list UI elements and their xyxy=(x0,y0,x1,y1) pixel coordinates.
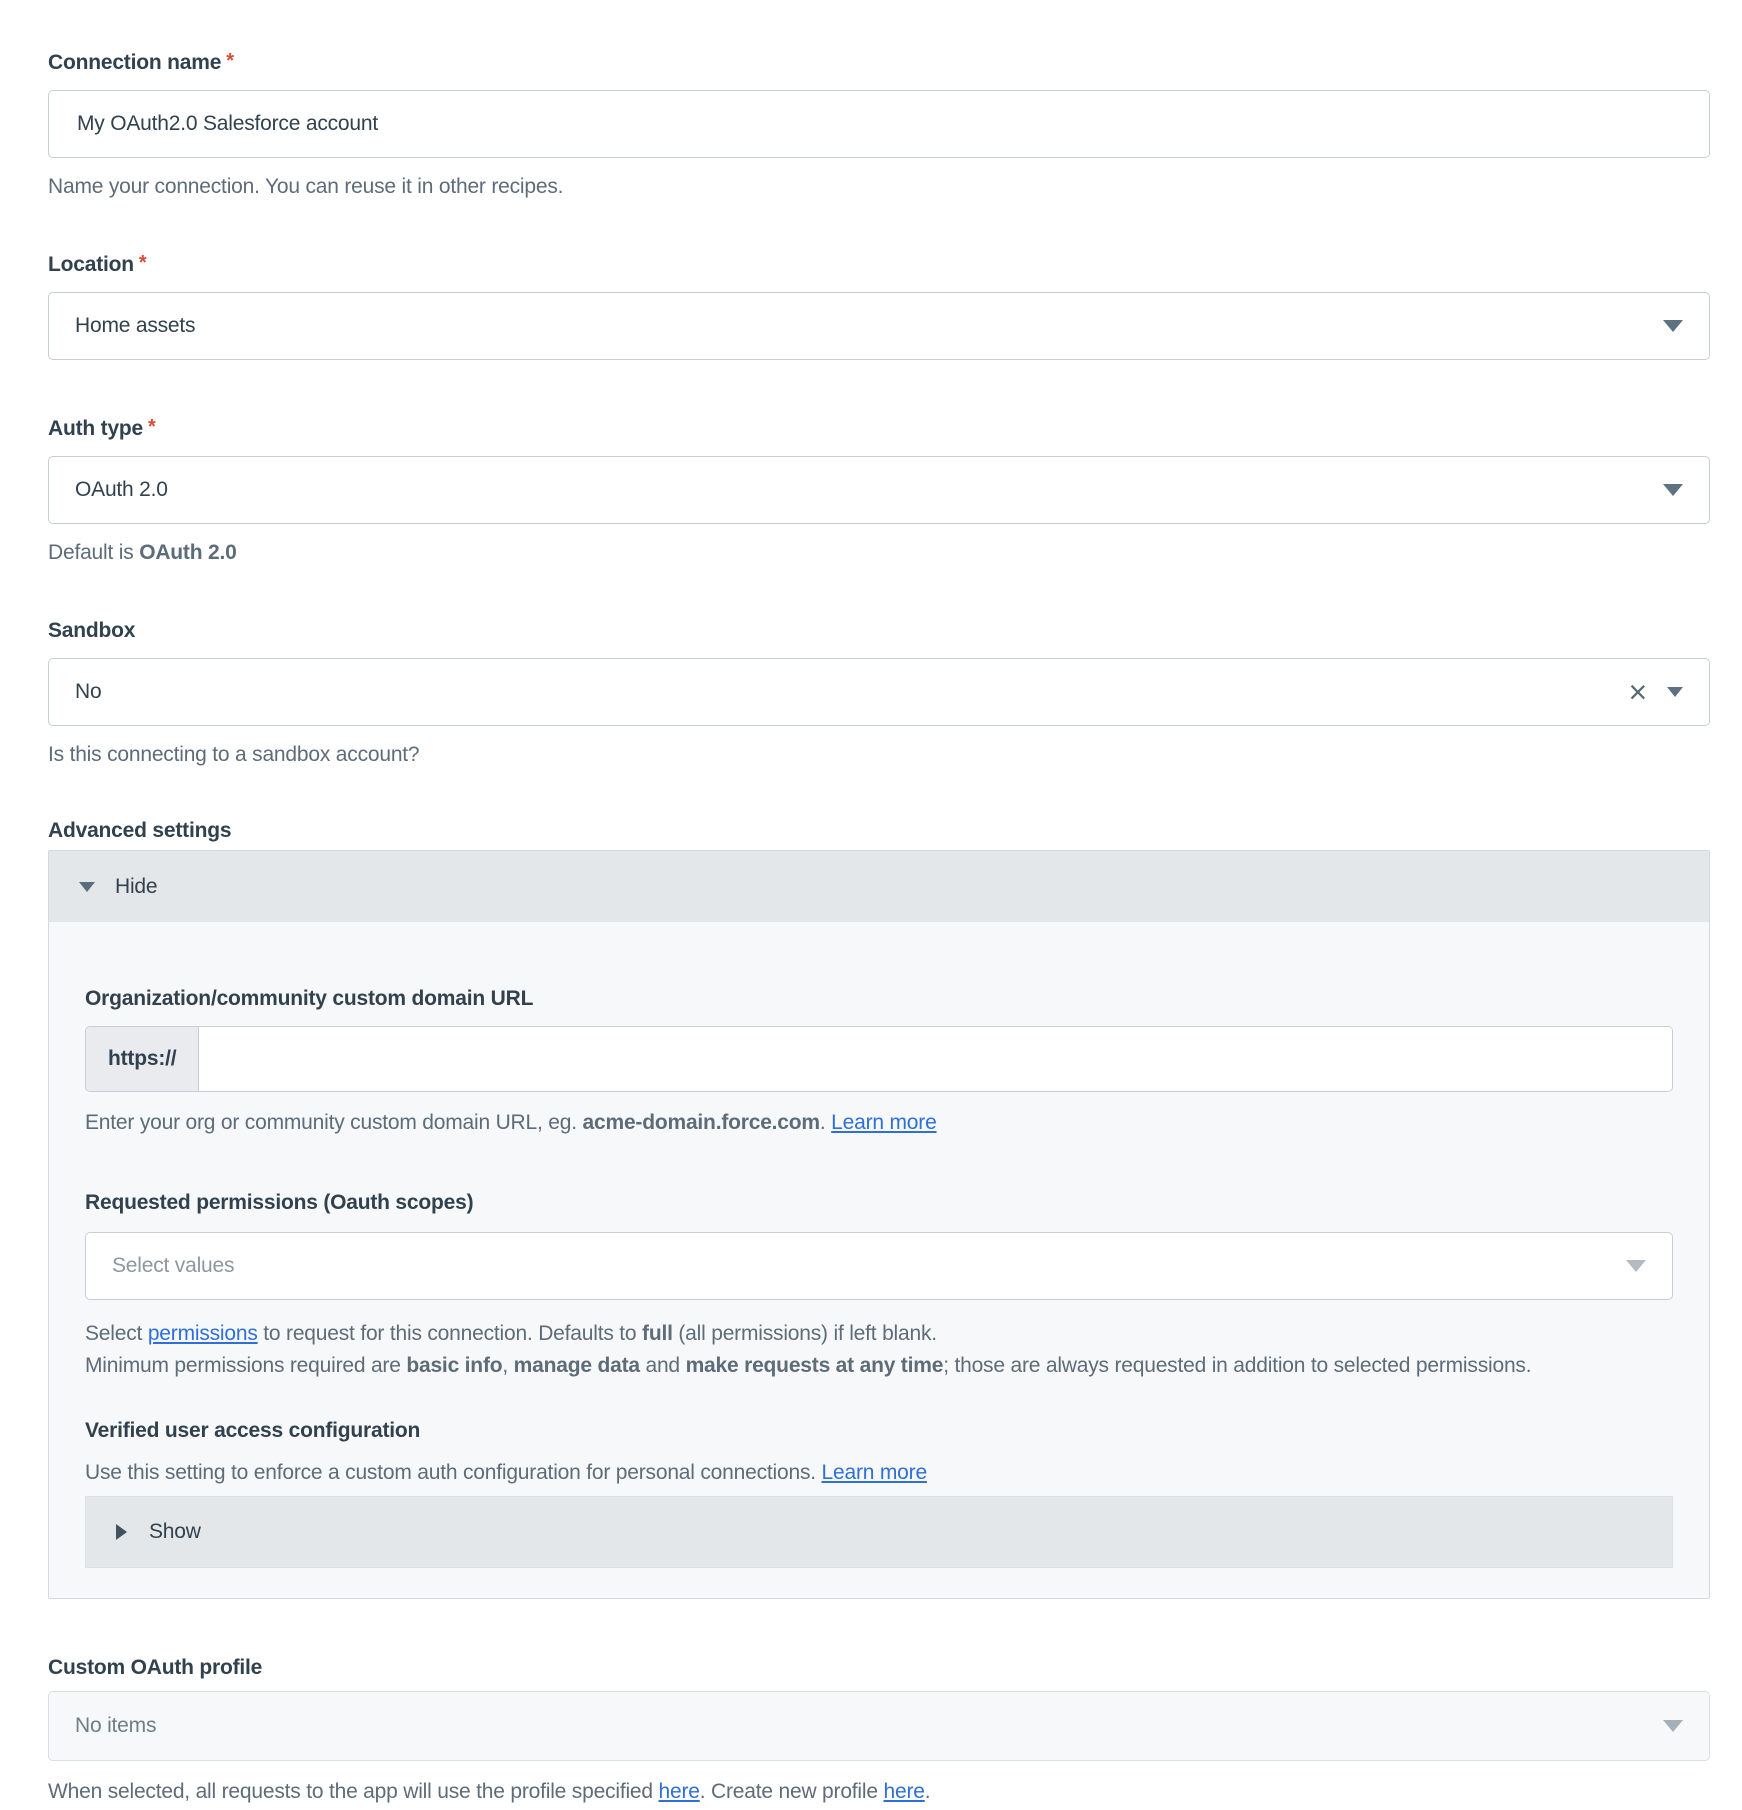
show-toggle-label: Show xyxy=(149,1520,201,1543)
sandbox-select[interactable] xyxy=(48,658,1710,726)
custom-domain-label-text: Organization/community custom domain URL xyxy=(85,987,534,1010)
auth-type-group xyxy=(48,416,1710,566)
connection-name-input[interactable] xyxy=(48,90,1710,158)
hide-toggle[interactable] xyxy=(49,851,1709,922)
location-group xyxy=(48,252,1710,360)
required-asterisk: * xyxy=(148,416,156,438)
show-toggle[interactable] xyxy=(85,1496,1673,1568)
custom-oauth-profile-group xyxy=(48,1655,1710,1805)
custom-domain-input[interactable] xyxy=(199,1027,1672,1091)
verified-access-label xyxy=(85,1418,1673,1444)
advanced-settings-panel xyxy=(48,850,1710,1599)
connection-name-group xyxy=(48,50,1710,200)
oauth-scopes-label-text: Requested permissions (Oauth scopes) xyxy=(85,1191,474,1214)
auth-type-select-value: OAuth 2.0 xyxy=(75,478,168,501)
auth-type-label-text: Auth type xyxy=(48,417,144,440)
chevron-down-icon[interactable] xyxy=(1663,1720,1683,1732)
chevron-down-icon[interactable] xyxy=(1663,484,1683,496)
sandbox-label xyxy=(48,618,1710,644)
advanced-settings-label-text: Advanced settings xyxy=(48,819,232,842)
custom-oauth-profile-label xyxy=(48,1655,1710,1681)
auth-type-select[interactable] xyxy=(48,456,1710,524)
verified-access-label-text: Verified user access configuration xyxy=(85,1419,421,1442)
create-profile-here-link[interactable]: here xyxy=(883,1780,925,1803)
oauth-scopes-label xyxy=(85,1190,1673,1216)
chevron-down-icon[interactable] xyxy=(1626,1260,1646,1272)
collapse-chevron-down-icon xyxy=(79,882,95,892)
sandbox-label-text: Sandbox xyxy=(48,619,136,642)
custom-oauth-profile-value: No items xyxy=(75,1714,157,1737)
custom-domain-label xyxy=(85,986,1673,1012)
custom-oauth-profile-select[interactable] xyxy=(48,1691,1710,1761)
oauth-scopes-select[interactable] xyxy=(85,1232,1673,1300)
learn-more-link[interactable]: Learn more xyxy=(831,1111,937,1134)
oauth-scopes-group xyxy=(85,1190,1673,1382)
verified-access-group xyxy=(85,1418,1673,1568)
hide-toggle-label: Hide xyxy=(115,874,158,898)
connection-name-helper: Name your connection. You can reuse it in other recipes. xyxy=(48,175,564,198)
location-label xyxy=(48,252,1710,278)
connection-name-label xyxy=(48,50,1710,76)
custom-domain-helper: Enter your org or community custom domain URL, eg. acme-domain.force.com. Learn more xyxy=(85,1111,937,1134)
learn-more-link[interactable]: Learn more xyxy=(821,1461,927,1484)
sandbox-helper: Is this connecting to a sandbox account? xyxy=(48,743,420,766)
oauth-scopes-helper-line2: Minimum permissions required are basic info, manage data and make requests at any time; those are always requested in addition to selected permissions. xyxy=(85,1354,1532,1377)
custom-oauth-profile-helper: When selected, all requests to the app will use the profile specified here. Create new profile here. xyxy=(48,1780,931,1803)
permissions-link[interactable]: permissions xyxy=(147,1322,258,1345)
auth-type-helper: Default is OAuth 2.0 xyxy=(48,541,237,564)
location-label-text: Location xyxy=(48,253,134,276)
advanced-settings-panel-body xyxy=(49,922,1709,1598)
https-prefix: https:// xyxy=(86,1027,199,1091)
advanced-settings-label xyxy=(48,818,1710,844)
expand-chevron-right-icon xyxy=(116,1524,127,1540)
required-asterisk: * xyxy=(226,50,234,72)
profile-here-link[interactable]: here xyxy=(658,1780,700,1803)
oauth-scopes-helper xyxy=(85,1318,1673,1382)
custom-domain-group xyxy=(85,986,1673,1136)
clear-icon[interactable]: × xyxy=(1628,674,1647,710)
location-select[interactable] xyxy=(48,292,1710,360)
oauth-scopes-helper-line1: Select permissions to request for this connection. Defaults to full (all permissions) if left blank. xyxy=(85,1322,937,1345)
advanced-settings-group xyxy=(48,818,1710,1599)
auth-type-label xyxy=(48,416,1710,442)
connection-name-label-text: Connection name xyxy=(48,51,222,74)
custom-oauth-profile-label-text: Custom OAuth profile xyxy=(48,1656,263,1679)
verified-access-helper: Use this setting to enforce a custom auth configuration for personal connections. Learn more xyxy=(85,1461,927,1484)
custom-domain-input-group xyxy=(85,1026,1673,1092)
chevron-down-icon[interactable] xyxy=(1663,320,1683,332)
chevron-down-icon[interactable] xyxy=(1667,687,1683,697)
sandbox-select-value: No xyxy=(75,680,102,703)
required-asterisk: * xyxy=(138,252,147,274)
location-select-value: Home assets xyxy=(75,314,196,337)
oauth-scopes-placeholder: Select values xyxy=(112,1254,235,1277)
sandbox-group xyxy=(48,618,1710,768)
